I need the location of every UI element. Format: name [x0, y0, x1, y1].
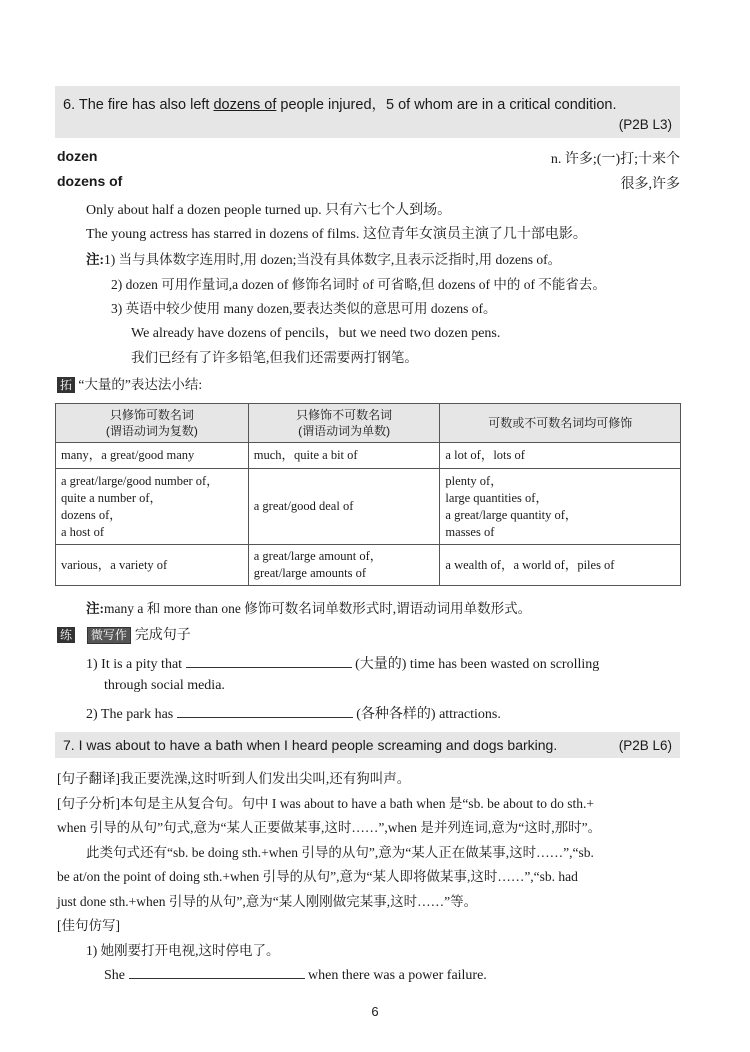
- key-phrase: dozens of: [213, 97, 277, 113]
- table-row: [56, 469, 681, 545]
- section-6-number: 6.: [63, 97, 76, 113]
- practice-title: 完成句子: [134, 626, 191, 642]
- imitation-label: [佳句仿写]: [57, 918, 120, 933]
- section-7-banner: [55, 732, 680, 758]
- table-cell: various，a variety of: [56, 545, 249, 586]
- practice-tag: 练: [57, 627, 75, 643]
- table-row: [56, 443, 681, 469]
- imitation-item-cn: 1) 她刚要打开电视,这时停电了。: [86, 943, 280, 958]
- practice-item-1-cont: through social media.: [104, 678, 225, 693]
- vocab-def-dozen: n. 许多;(一)打;十来个: [550, 152, 680, 167]
- section-7-number: 7.: [63, 737, 75, 753]
- note-example-en: We already have dozens of pencils，but we need two dozen pens.: [131, 326, 501, 341]
- section-6-sentence: 6. The fire has also left dozens of people injured，5 of whom are in a critical condition.: [63, 97, 617, 113]
- table-cell: a wealth of，a world of，piles of: [440, 545, 681, 586]
- analysis-line: [句子分析]本句是主从复合句。句中 I was about to have a bath when 是“sb. be about to do sth.+: [57, 796, 595, 811]
- extension-title: “大量的”表达法小结:: [78, 377, 203, 392]
- imitation-item-en: She when there was a power failure.: [104, 964, 487, 984]
- extension-heading: [57, 373, 202, 393]
- section-7-sentence: 7. I was about to have a bath when I heard people screaming and dogs barking.: [63, 737, 558, 753]
- practice-item-2: 2) The park has (各种各样的) attractions.: [86, 703, 501, 723]
- section-6-banner: [55, 86, 680, 138]
- note-item: 3) 英语中较少使用 many dozen,要表达类似的意思可用 dozens of。: [111, 301, 497, 316]
- analysis-label: [句子分析]: [57, 796, 120, 811]
- table-row: [56, 545, 681, 586]
- section-6-reference: (P2B L3): [618, 117, 672, 132]
- note-example-cn: 我们已经有了许多铅笔,但我们还需要两打钢笔。: [131, 350, 418, 365]
- note-item: 2) dozen 可用作量词,a dozen of 修饰名词时 of 可省略,但 dozens of 中的 of 不能省去。: [111, 277, 606, 292]
- vocab-word-dozens-of: dozens of: [57, 173, 123, 189]
- table-header-row: [56, 404, 681, 443]
- note-2: 注:many a 和 more than one 修饰可数名词单数形式时,谓语动词用单数形式。: [86, 601, 532, 616]
- note-label: 注:: [86, 601, 104, 616]
- answer-blank[interactable]: [177, 703, 353, 718]
- answer-blank[interactable]: [186, 653, 352, 668]
- analysis-line: when 引导的从句”句式,意为“某人正要做某事,这时……”,when 是并列连词,意为“这时,那时”。: [57, 820, 602, 835]
- table-cell: a great/good deal of: [248, 469, 440, 545]
- answer-blank[interactable]: [129, 964, 305, 979]
- page-number: 6: [371, 1004, 379, 1019]
- table-cell: much，quite a bit of: [248, 443, 440, 469]
- table-cell: a great/large amount of， great/large amounts of: [248, 545, 440, 586]
- table-cell: a lot of，lots of: [440, 443, 681, 469]
- section-7-reference: (P2B L6): [618, 738, 672, 753]
- table-header: 只修饰不可数名词 (谓语动词为单数): [248, 404, 440, 443]
- translation: [句子翻译]我正要洗澡,这时听到人们发出尖叫,还有狗叫声。: [57, 771, 411, 786]
- vocab-def-dozens-of: 很多,许多: [620, 177, 680, 192]
- example-sentence: The young actress has starred in dozens of films. 这位青年女演员主演了几十部电影。: [86, 227, 587, 242]
- table-cell: plenty of， large quantities of， a great/large quantity of， masses of: [440, 469, 681, 545]
- analysis-line: 此类句式还有“sb. be doing sth.+when 引导的从句”,意为“某人正在做某事,这时……”,“sb.: [86, 845, 594, 860]
- table-cell: a great/large/good number of， quite a number of， dozens of， a host of: [56, 469, 249, 545]
- practice-heading: [57, 624, 191, 644]
- vocab-word-dozen: dozen: [57, 148, 98, 164]
- note-label: 注:: [86, 252, 104, 267]
- note-item: 注:1) 当与具体数字连用时,用 dozen;当没有具体数字,且表示泛指时,用 dozens of。: [86, 252, 562, 267]
- example-sentence: Only about half a dozen people turned up. 只有六七个人到场。: [86, 203, 452, 218]
- table-header: 可数或不可数名词均可修饰: [440, 404, 681, 443]
- analysis-line: just done sth.+when 引导的从句”,意为“某人刚刚做完某事,这时……”等。: [57, 894, 478, 909]
- analysis-line: be at/on the point of doing sth.+when 引导的从句”,意为“某人即将做某事,这时……”,“sb. had: [57, 869, 578, 884]
- table-cell: many，a great/good many: [56, 443, 249, 469]
- practice-item-1: 1) It is a pity that (大量的) time has been wasted on scrolling: [86, 653, 599, 673]
- expression-table: [55, 403, 681, 586]
- table-header: 只修饰可数名词 (谓语动词为复数): [56, 404, 249, 443]
- extension-tag: 拓: [57, 377, 75, 393]
- practice-badge: 微写作: [87, 627, 131, 644]
- translation-label: [句子翻译]: [57, 771, 120, 786]
